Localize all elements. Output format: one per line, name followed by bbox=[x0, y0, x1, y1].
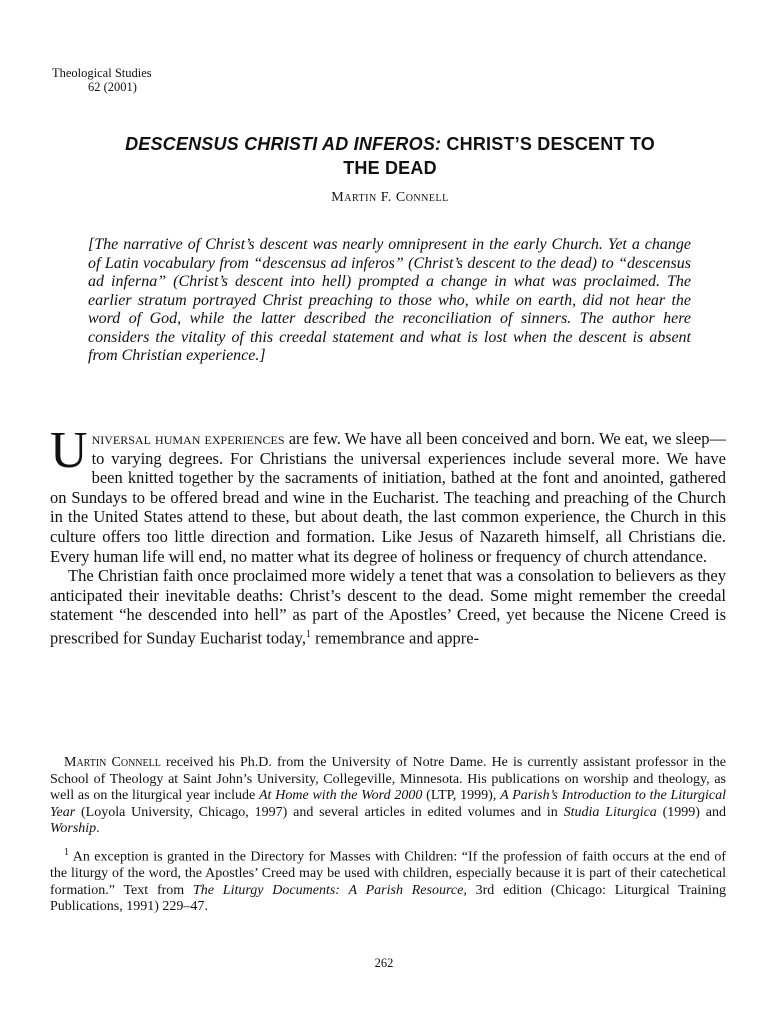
bio-book-2: A Parish’s Introduction to the Liturgical Year bbox=[50, 788, 726, 820]
paragraph-1-text: are few. We have all been conceived and born. We eat, we sleep—to varying degrees. For Christians the universal experiences include several more. We have been knitted together by the sacraments of initiation, bathed at the font and anointed, gathered on Sundays to be offered bread and wine in the Eucharist. The teaching and preaching of the Church in the United States attend to these, but about death, the last common experience, the Church in this culture offers too little direction and formation. Like Jesus of Nazareth himself, all Christians die. Every human life will end, no matter what its degree of holiness or frequency of church attendance. bbox=[50, 429, 727, 566]
bio-journal-1: Studia Liturgica bbox=[563, 804, 657, 820]
bio-name: Martin Connell bbox=[64, 755, 161, 770]
lead-small-caps: niversal human experiences bbox=[91, 429, 285, 448]
author-name: Martin F. Connell bbox=[331, 190, 449, 205]
footnote-ref-1[interactable]: 1 bbox=[305, 628, 311, 640]
journal-name: Theological Studies bbox=[52, 66, 152, 80]
footnote-number: 1 bbox=[64, 846, 69, 858]
bio-text-d: (1999) and bbox=[656, 804, 726, 820]
footnote-text-a: An exception is granted in the Directory for Masses with Children: “If the profession of faith occurs at the end of the liturgy of the word, the Apostles’ Creed may be used with children, especially because it is part of their catechetical formation.” Text from bbox=[50, 849, 726, 898]
article-title bbox=[40, 132, 740, 180]
journal-volume: 62 (2001) bbox=[88, 80, 137, 94]
paragraph-2-text-a: The Christian faith once proclaimed more widely a tenet that was a consolation to believers as they anticipated their inevitable deaths: Christ’s descent to the dead. Some might remember the creedal statement “he descended into hell” as part of the Apostles’ Creed, yet because the Nicene Creed is prescribed for Sunday Eucharist today, bbox=[50, 566, 726, 648]
bio-text-e: . bbox=[96, 821, 100, 837]
bio-text-c: (Loyola University, Chicago, 1997) and several articles in edited volumes and in bbox=[75, 804, 564, 820]
title-line-1-rest: CHRIST’S DESCENT TO bbox=[441, 134, 655, 154]
drop-cap: U bbox=[50, 422, 88, 479]
bio-journal-2: Worship bbox=[50, 821, 97, 837]
bio-text-b: (LTP, 1999), bbox=[422, 788, 501, 804]
footnote-text-b: 3rd edition (Chicago: Liturgical Training Publications, 1991) 229–47. bbox=[50, 882, 727, 915]
bio-book-1: At Home with the Word 2000 bbox=[259, 788, 423, 804]
journal-header bbox=[52, 66, 152, 94]
bio-text-a: received his Ph.D. from the University of Notre Dame. He is currently assistant professor in the School of Theology at Saint John’s University, Collegeville, Minnesota. His publications on worship and theology, as well as on the liturgical year include bbox=[50, 755, 726, 804]
title-italic-part: DESCENSUS CHRISTI AD INFEROS: bbox=[125, 134, 442, 154]
author-bio bbox=[50, 755, 726, 838]
paragraph-2 bbox=[50, 566, 726, 648]
title-line-2: THE DEAD bbox=[343, 158, 437, 178]
paragraph-1 bbox=[50, 422, 727, 566]
abstract: [The narrative of Christ’s descent was nearly omnipresent in the early Church. Yet a change of Latin vocabulary from “descensus ad inferos” (Christ’s descent to the dead) to “descensus ad inferna” (Christ’s descent into hell) prompted a change in what was proclaimed. The earlier stratum portrayed Christ preaching to those who, while on earth, did not hear the word of God, while the latter described the reconciliation of sinners. The author here considers the vitality of this creedal statement and what is lost when the descent is absent from Christian experience.] bbox=[88, 236, 691, 364]
paragraph-2-text-b: remembrance and appre- bbox=[310, 628, 480, 648]
footnote-1 bbox=[50, 845, 726, 916]
body-text bbox=[50, 422, 727, 648]
footnotes bbox=[50, 755, 726, 916]
footnote-book: The Liturgy Documents: A Parish Resource, bbox=[192, 882, 467, 898]
page-number: 262 bbox=[374, 956, 394, 970]
